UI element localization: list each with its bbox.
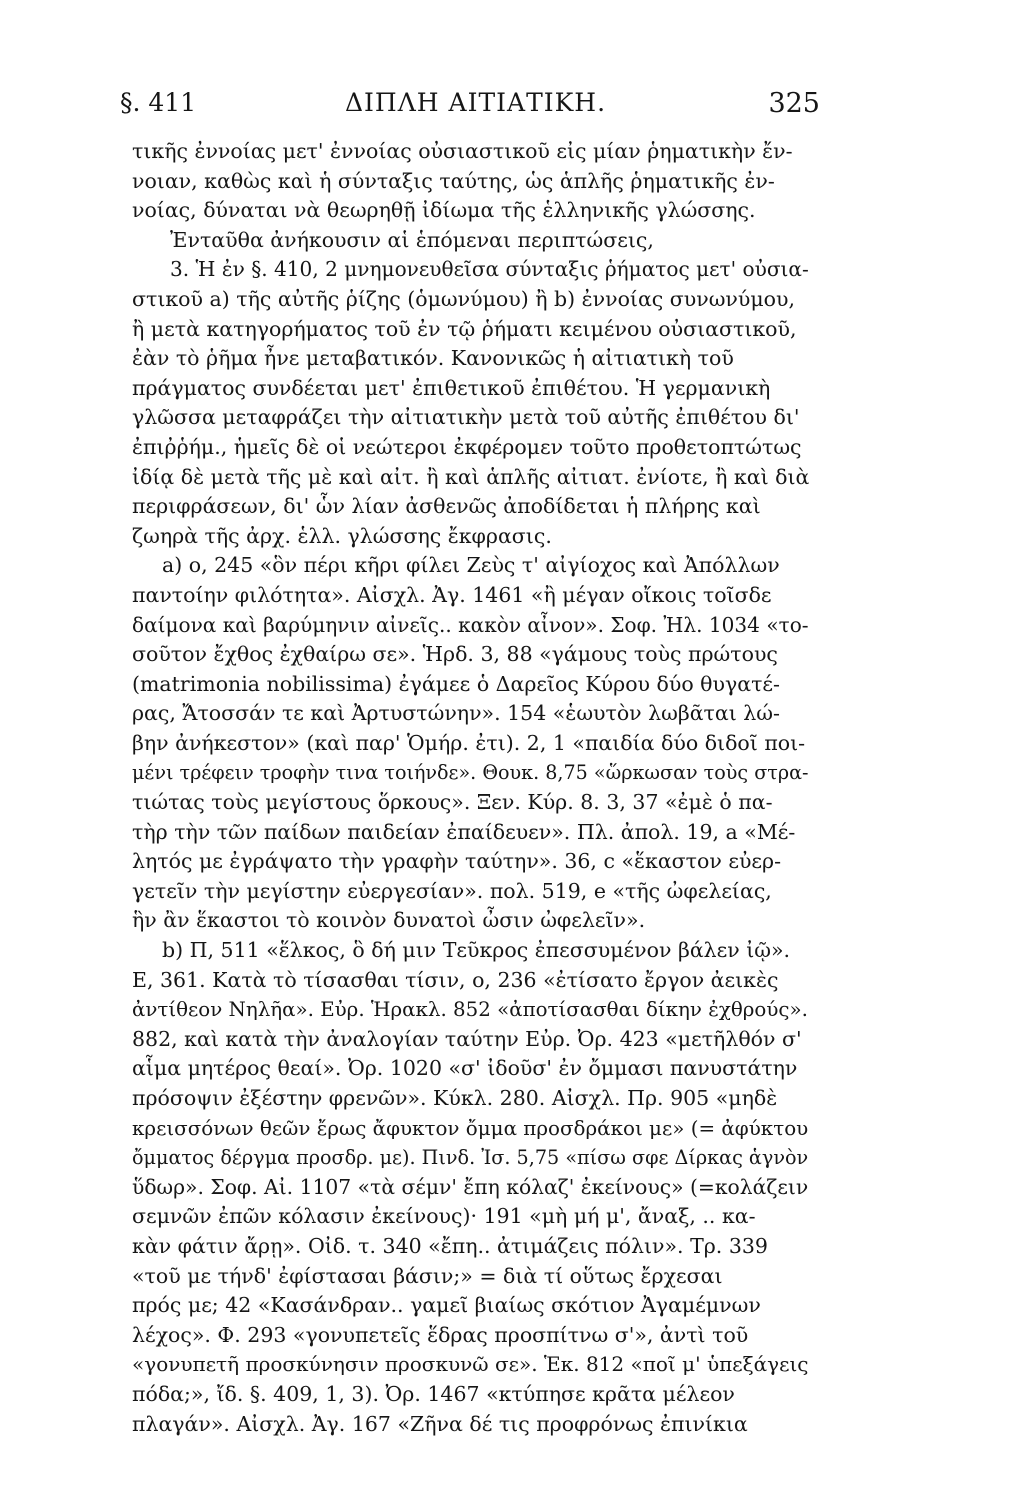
text-line: ἐὰν τὸ ῥῆμα ἦνε μεταβατικόν. Κανονικῶς ἡ αἰτιατικὴ τοῦ <box>132 346 734 371</box>
text-line: ζωηρὰ τῆς ἀρχ. ἑλλ. γλώσσης ἔκφρασις. <box>132 523 552 548</box>
text-line: ἐπιῤῥήμ., ἡμεῖς δὲ οἱ νεώτεροι ἐκφέρομεν τοῦτο προθετοπτώτως <box>132 434 802 459</box>
text-line: ἰδίᾳ δὲ μετὰ τῆς μὲ καὶ αἰτ. ἢ καὶ ἁπλῆς αἰτιατ. ἐνίοτε, ἢ καὶ διὰ <box>132 464 810 489</box>
text-line: νοιαν, καθὼς καὶ ἡ σύνταξις ταύτης, ὡς ἁπλῆς ῥηματικῆς ἐν- <box>132 168 775 193</box>
text-line: πόδα;», ἴδ. §. 409, 1, 3). Ὀρ. 1467 «κτύπησε κρᾶτα μέλεον <box>132 1381 735 1406</box>
text-line: κρεισσόνων θεῶν ἔρως ἄφυκτον ὄμμα προσδράκοι με» (= ἀφύκτου <box>132 1116 809 1140</box>
text-line: b) Π, 511 «ἕλκος, ὃ δή μιν Τεῦκρος ἐπεσσυμένον βάλεν ἰῷ». <box>162 938 791 963</box>
text-line: δαίμονα καὶ βαρύμηνιν αἰνεῖς.. κακὸν αἶνον». Σοφ. Ἠλ. 1034 «το- <box>132 612 809 637</box>
text-line: περιφράσεων, δι' ὧν λίαν ἀσθενῶς ἀποδίδεται ἡ πλήρης καὶ <box>132 494 761 519</box>
text-line <box>132 1439 812 1469</box>
running-title: ΔΙΠΛΗ ΑΙΤΙΑΤΙΚΗ. <box>345 88 607 117</box>
text-line: ἀντίθεον Νηλῆα». Εὐρ. Ἡρακλ. 852 «ἀποτίσασθαι δίκην ἐχθρούς». <box>132 998 808 1022</box>
text-line: στικοῦ a) τῆς αὐτῆς ῥίζης (ὁμωνύμου) ἢ b) ἐννοίας συνωνύμου, <box>132 286 795 311</box>
text-line: νοίας, δύναται νὰ θεωρηθῇ ἰδίωμα τῆς ἑλληνικῆς γλώσσης. <box>132 198 756 223</box>
text-line: παντοίην φιλότητα». Αἰσχλ. Ἀγ. 1461 «ἢ μέγαν οἴκοις τοῖσδε <box>132 582 772 607</box>
running-header <box>120 88 820 124</box>
text-line: πρόσοψιν ἐξέστην φρενῶν». Κύκλ. 280. Αἰσχλ. Πρ. 905 «μηδὲ <box>132 1086 778 1110</box>
text-line: τὴρ τὴν τῶν παίδων παιδείαν ἐπαίδευεν». Πλ. ἀπολ. 19, a «Μέ- <box>132 819 796 844</box>
text-line: «τοῦ με τήνδ' ἐφίστασαι βάσιν;» = διὰ τί οὕτως ἔρχεσαι <box>132 1263 723 1288</box>
page-number: 325 <box>768 88 820 119</box>
text-line: μένι τρέφειν τροφὴν τινα τοιήνδε». Θουκ. 8,75 «ὥρκωσαν τοὺς στρα- <box>132 761 809 785</box>
text-line: a) ο, 245 «ὃν πέρι κῆρι φίλει Ζεὺς τ' αἰγίοχος καὶ Ἀπόλλων <box>162 553 780 578</box>
text-line: Ε, 361. Κατὰ τὸ τίσασθαι τίσιν, ο, 236 «ἐτίσατο ἔργον ἀεικὲς <box>132 967 779 992</box>
text-line: ἣν ἂν ἕκαστοι τὸ κοινὸν δυνατοὶ ὦσιν ὠφελεῖν». <box>132 908 646 933</box>
text-line: τιώτας τοὺς μεγίστους ὅρκους». Ξεν. Κύρ. 8. 3, 37 «ἐμὲ ὁ πα- <box>132 790 773 815</box>
text-line: Ἐνταῦθα ἀνήκουσιν αἱ ἑπόμεναι περιπτώσεις, <box>170 227 654 252</box>
text-line: πλαγάν». Αἰσχλ. Ἀγ. 167 «Ζῆνα δέ τις προφρόνως ἐπινίκια <box>132 1411 748 1436</box>
text-line: ὄμματος δέργμα προσδρ. με). Πινδ. Ἰσ. 5,75 «πίσω σφε Δίρκας ἁγνὸν <box>132 1146 809 1170</box>
text-line: λητός με ἐγράψατο τὴν γραφὴν ταύτην». 36, c «ἕκαστον εὐερ- <box>132 849 782 874</box>
text-line: ἢ μετὰ κατηγορήματος τοῦ ἐν τῷ ῥήματι κειμένου οὐσιαστικοῦ, <box>132 316 797 341</box>
text-line: γλῶσσα μεταφράζει τὴν αἰτιατικὴν μετὰ τοῦ αὐτῆς ἐπιθέτου δι' <box>132 405 800 430</box>
text-line: λέχος». Φ. 293 «γονυπετεῖς ἕδρας προσπίτνω σ'», ἀντὶ τοῦ <box>132 1322 749 1347</box>
text-line: (matrimonia nobilissima) ἐγάμεε ὁ Δαρεῖος Κύρου δύο θυγατέ- <box>132 671 780 696</box>
section-number: §. 411 <box>120 88 197 117</box>
text-line: «γονυπετῆ προσκύνησιν προσκυνῶ σε». Ἑκ. 812 «ποῖ μ' ὑπεξάγεις <box>132 1352 809 1377</box>
text-line: τικῆς ἐννοίας μετ' ἐννοίας οὐσιαστικοῦ εἰς μίαν ῥηματικὴν ἔν- <box>132 139 793 163</box>
text-line: ὕδωρ». Σοφ. Αἰ. 1107 «τὰ σέμν' ἔπη κόλαζ' ἐκείνους» (=κολάζειν <box>132 1174 809 1199</box>
text-line: γετεῖν τὴν μεγίστην εὐεργεσίαν». πολ. 519, e «τῆς ὠφελείας, <box>132 878 772 903</box>
text-line: κὰν φάτιν ἄρῃ». Οἰδ. τ. 340 «ἔπη.. ἀτιμάζεις πόλιν». Τρ. 339 <box>132 1233 768 1258</box>
body-text <box>132 137 812 1469</box>
text-line: αἷμα μητέρος θεαί». Ὀρ. 1020 «σ' ἰδοῦσ' ἐν ὄμμασι πανυστάτην <box>132 1056 798 1081</box>
text-line: βην ἀνήκεστον» (καὶ παρ' Ὁμήρ. ἐτι). 2, 1 «παιδία δύο διδοῖ ποι- <box>132 730 806 755</box>
text-line: 3. Ἡ ἐν §. 410, 2 μνημονευθεῖσα σύνταξις ῥήματος μετ' οὐσια- <box>170 257 809 282</box>
text-line: σεμνῶν ἐπῶν κόλασιν ἐκείνους)· 191 «μὴ μή μ', ἄναξ, .. κα- <box>132 1204 756 1229</box>
text-line: πράγματος συνδέεται μετ' ἐπιθετικοῦ ἐπιθέτου. Ἡ γερμανικὴ <box>132 375 771 400</box>
text-line: 882, καὶ κατὰ τὴν ἀναλογίαν ταύτην Εὐρ. Ὀρ. 423 «μετῆλθόν σ' <box>132 1026 802 1051</box>
text-line: πρός με; 42 «Κασάνδραν.. γαμεῖ βιαίως σκότιον Ἀγαμέμνων <box>132 1293 761 1318</box>
text-line: ρας, Ἄτοσσάν τε καὶ Ἀρτυστώνην». 154 «ἑωυτὸν λωβᾶται λώ- <box>132 701 780 726</box>
text-line: σοῦτον ἔχθος ἐχθαίρω σε». Ἡρδ. 3, 88 «γάμους τοὺς πρώτους <box>132 642 778 667</box>
